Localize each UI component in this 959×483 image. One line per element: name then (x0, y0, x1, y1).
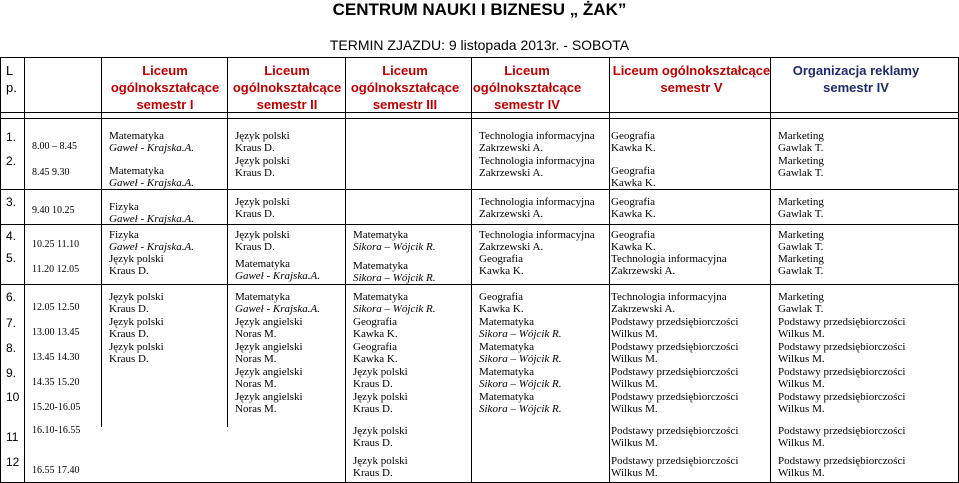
slot-time: 12.05 12.50 (32, 302, 80, 313)
lesson-teacher: Kraus D. (353, 437, 393, 449)
lesson-subject: Matematyka (479, 341, 534, 353)
rule (609, 57, 610, 483)
lesson-teacher: Kraus D. (235, 142, 275, 154)
lesson-cell (479, 316, 561, 340)
lesson-teacher: Sikora – Wójcik R. (479, 403, 562, 415)
lesson-cell (109, 316, 164, 340)
header-line: Liceum (142, 63, 188, 78)
slot-number: 10 (6, 390, 20, 404)
lesson-teacher: Kraus D. (109, 303, 149, 315)
header-line: semestr IV (494, 97, 560, 112)
lesson-cell (479, 130, 595, 154)
header-line: semestr II (256, 97, 318, 112)
lesson-cell (235, 341, 303, 365)
lesson-cell (109, 130, 194, 154)
lesson-teacher: Noras M. (235, 378, 277, 390)
lesson-teacher: Sikora – Wójcik R. (353, 303, 436, 315)
lesson-cell (611, 391, 738, 415)
lesson-teacher: Zakrzewski A. (479, 142, 544, 154)
lesson-cell (479, 229, 595, 253)
lesson-subject: Matematyka (109, 130, 164, 142)
lesson-subject: Geografia (479, 253, 523, 265)
lesson-teacher: Wilkus M. (778, 437, 825, 449)
lesson-subject: Język polski (235, 130, 290, 142)
lesson-subject: Język polski (109, 341, 164, 353)
slot-number: 11 (6, 430, 19, 444)
lesson-teacher: Sikora – Wójcik R. (479, 378, 562, 390)
lesson-teacher: Zakrzewski A. (479, 167, 544, 179)
lesson-cell (778, 341, 905, 365)
lesson-teacher: Gaweł - Krajska.A. (109, 241, 194, 253)
lesson-subject: Podstawy przedsiębiorczości (778, 366, 906, 378)
page-subtitle: TERMIN ZJAZDU: 9 listopada 2013r. - SOBOTA (329, 37, 630, 53)
lesson-cell (611, 316, 738, 340)
lesson-cell (611, 130, 656, 154)
lesson-teacher: Gaweł - Krajska.A. (235, 303, 320, 315)
lesson-teacher: Kraus D. (235, 208, 275, 220)
lesson-subject: Technologia informacyjna (479, 196, 595, 208)
lesson-cell (479, 366, 561, 390)
lesson-teacher: Kraus D. (235, 167, 275, 179)
header-line: semestr V (660, 80, 723, 95)
rule (345, 57, 346, 483)
lesson-cell (611, 455, 738, 479)
lesson-cell (778, 455, 905, 479)
rule (0, 57, 1, 483)
lesson-teacher: Kraus D. (235, 241, 275, 253)
lesson-teacher: Gawlak T. (778, 167, 824, 179)
lesson-subject: Marketing (778, 130, 824, 142)
slot-time: 16.10-16.55 (32, 425, 81, 436)
lesson-subject: Język polski (235, 229, 290, 241)
lesson-subject: Fizyka (109, 229, 139, 241)
lesson-teacher: Gawlak T. (778, 241, 824, 253)
lesson-subject: Podstawy przedsiębiorczości (611, 455, 739, 467)
slot-number: 6. (6, 290, 17, 304)
lesson-teacher: Sikora – Wójcik R. (353, 272, 436, 284)
slot-time: 8.00 – 8.45 (32, 141, 77, 152)
lesson-subject: Podstawy przedsiębiorczości (778, 455, 906, 467)
lesson-cell (235, 258, 320, 282)
lesson-subject: Marketing (778, 229, 824, 241)
header-line: ogólnokształcące (350, 80, 460, 95)
lesson-teacher: Wilkus M. (611, 437, 658, 449)
header-col5 (604, 62, 779, 96)
header-line: semestr III (372, 97, 438, 112)
header-line: Liceum (264, 63, 310, 78)
lesson-teacher: Wilkus M. (611, 378, 658, 390)
rule (0, 118, 959, 119)
slot-number: 3. (6, 195, 17, 209)
lesson-teacher: Gawlak T. (778, 265, 824, 277)
lesson-teacher: Kraus D. (109, 328, 149, 340)
slot-number: 1. (6, 130, 17, 144)
lesson-subject: Matematyka (353, 291, 408, 303)
lesson-subject: Podstawy przedsiębiorczości (611, 316, 739, 328)
slot-number: 7. (6, 316, 17, 330)
header-col2 (222, 62, 352, 113)
lesson-subject: Technologia informacyjna (611, 291, 727, 303)
lesson-subject: Podstawy przedsiębiorczości (778, 425, 906, 437)
lesson-teacher: Zakrzewski A. (479, 208, 544, 220)
lesson-subject: Język angielski (235, 366, 303, 378)
lesson-teacher: Zakrzewski A. (611, 265, 676, 277)
lesson-teacher: Sikora – Wójcik R. (479, 328, 562, 340)
lesson-cell (235, 155, 290, 179)
lesson-subject: Geografia (611, 229, 655, 241)
slot-time: 8.45 9.30 (32, 167, 70, 178)
lesson-subject: Matematyka (235, 258, 290, 270)
lesson-teacher: Kawka K. (353, 328, 398, 340)
slot-number: 12 (6, 455, 20, 469)
lesson-subject: Geografia (353, 316, 397, 328)
lesson-cell (611, 425, 738, 449)
lesson-subject: Technologia informacyjna (479, 130, 595, 142)
lesson-cell (353, 455, 408, 479)
lesson-teacher: Wilkus M. (778, 467, 825, 479)
lesson-subject: Marketing (778, 155, 824, 167)
slot-time: 16.55 17.40 (32, 465, 80, 476)
lesson-teacher: Kraus D. (353, 378, 393, 390)
header-lp-line: L (6, 63, 14, 78)
lesson-subject: Marketing (778, 291, 824, 303)
rule (227, 57, 228, 427)
lesson-subject: Marketing (778, 253, 824, 265)
page-title: CENTRUM NAUKI I BIZNESU „ ŻAK” (332, 0, 627, 19)
lesson-teacher: Kawka K. (611, 241, 656, 253)
lesson-cell (235, 130, 290, 154)
lesson-subject: Podstawy przedsiębiorczości (611, 391, 739, 403)
lesson-subject: Podstawy przedsiębiorczości (611, 425, 739, 437)
lesson-cell (353, 291, 435, 315)
lesson-teacher: Kraus D. (109, 353, 149, 365)
header-line: Liceum (382, 63, 428, 78)
lesson-cell (235, 196, 290, 220)
lesson-cell (778, 316, 905, 340)
lesson-cell (778, 229, 824, 253)
lesson-cell (353, 341, 398, 365)
lesson-teacher: Wilkus M. (611, 467, 658, 479)
lesson-teacher: Kawka K. (479, 303, 524, 315)
lesson-teacher: Zakrzewski A. (479, 241, 544, 253)
lesson-subject: Język angielski (235, 341, 303, 353)
lesson-cell (109, 253, 164, 277)
header-col1 (100, 62, 230, 113)
header-lp (6, 62, 26, 96)
header-col4 (462, 62, 592, 113)
header-lp-line: p. (6, 80, 17, 95)
lesson-teacher: Wilkus M. (611, 403, 658, 415)
lesson-subject: Matematyka (109, 165, 164, 177)
lesson-cell (109, 291, 164, 315)
lesson-teacher: Noras M. (235, 328, 277, 340)
lesson-teacher: Kawka K. (479, 265, 524, 277)
lesson-cell (778, 155, 824, 179)
lesson-subject: Marketing (778, 196, 824, 208)
lesson-cell (611, 253, 727, 277)
lesson-teacher: Wilkus M. (778, 328, 825, 340)
header-line: Organizacja reklamy (792, 63, 920, 78)
rule (0, 57, 959, 58)
slot-time: 13.00 13.45 (32, 327, 80, 338)
lesson-cell (235, 229, 290, 253)
lesson-subject: Geografia (611, 196, 655, 208)
lesson-subject: Język polski (235, 155, 290, 167)
header-line: ogólnokształcące (232, 80, 342, 95)
lesson-teacher: Kraus D. (353, 403, 393, 415)
slot-time: 15.20-16.05 (32, 402, 81, 413)
rule (471, 57, 472, 483)
lesson-teacher: Kawka K. (611, 177, 656, 189)
header-line: ogólnokształcące (472, 80, 582, 95)
lesson-cell (353, 260, 435, 284)
lesson-cell (109, 341, 164, 365)
lesson-cell (778, 253, 824, 277)
slot-time: 13.45 14.30 (32, 352, 80, 363)
lesson-subject: Fizyka (109, 201, 139, 213)
lesson-teacher: Kawka K. (611, 142, 656, 154)
lesson-cell (353, 229, 435, 253)
lesson-cell (479, 253, 524, 277)
lesson-cell (235, 316, 303, 340)
lesson-cell (778, 130, 824, 154)
header-line: ogólnokształcące (110, 80, 220, 95)
lesson-cell (778, 391, 905, 415)
lesson-subject: Język polski (353, 366, 408, 378)
lesson-subject: Matematyka (353, 229, 408, 241)
lesson-teacher: Gaweł - Krajska.A. (235, 270, 320, 282)
lesson-cell (778, 291, 824, 315)
rule (24, 57, 25, 483)
lesson-cell (611, 196, 656, 220)
lesson-subject: Technologia informacyjna (611, 253, 727, 265)
header-line: Liceum (504, 63, 550, 78)
lesson-teacher: Gawlak T. (778, 208, 824, 220)
rule (770, 57, 771, 483)
lesson-cell (479, 291, 524, 315)
lesson-cell (235, 291, 320, 315)
header-line: semestr IV (823, 80, 889, 95)
header-col6 (776, 62, 936, 96)
rule (0, 189, 959, 190)
lesson-teacher: Gaweł - Krajska.A. (109, 177, 194, 189)
lesson-cell (235, 366, 303, 390)
rule (0, 284, 959, 285)
lesson-subject: Język polski (353, 425, 408, 437)
lesson-subject: Geografia (353, 341, 397, 353)
slot-time: 14.35 15.20 (32, 377, 80, 388)
lesson-subject: Geografia (479, 291, 523, 303)
lesson-teacher: Zakrzewski A. (611, 303, 676, 315)
lesson-teacher: Kraus D. (109, 265, 149, 277)
slot-number: 8. (6, 341, 17, 355)
lesson-cell (611, 229, 656, 253)
lesson-teacher: Gaweł - Krajska.A. (109, 142, 194, 154)
lesson-subject: Technologia informacyjna (479, 229, 595, 241)
lesson-teacher: Sikora – Wójcik R. (353, 241, 436, 253)
lesson-teacher: Wilkus M. (778, 353, 825, 365)
lesson-cell (353, 391, 408, 415)
lesson-subject: Geografia (611, 130, 655, 142)
lesson-teacher: Kawka K. (353, 353, 398, 365)
slot-time: 11.20 12.05 (32, 264, 80, 275)
lesson-cell (611, 165, 656, 189)
lesson-subject: Podstawy przedsiębiorczości (778, 316, 906, 328)
lesson-subject: Matematyka (479, 316, 534, 328)
lesson-subject: Język polski (109, 253, 164, 265)
lesson-cell (353, 366, 408, 390)
lesson-subject: Język polski (353, 455, 408, 467)
lesson-subject: Język polski (353, 391, 408, 403)
lesson-teacher: Kraus D. (353, 467, 393, 479)
lesson-cell (778, 425, 905, 449)
lesson-subject: Język angielski (235, 316, 303, 328)
lesson-subject: Język polski (109, 291, 164, 303)
rule (0, 112, 959, 113)
lesson-subject: Podstawy przedsiębiorczości (778, 391, 906, 403)
lesson-cell (479, 341, 561, 365)
slot-number: 5. (6, 251, 17, 265)
lesson-teacher: Wilkus M. (778, 378, 825, 390)
lesson-subject: Język polski (235, 196, 290, 208)
lesson-cell (479, 155, 595, 179)
lesson-subject: Geografia (611, 165, 655, 177)
lesson-cell (611, 366, 738, 390)
lesson-subject: Matematyka (479, 366, 534, 378)
rule (101, 57, 102, 427)
lesson-cell (778, 196, 824, 220)
lesson-cell (109, 201, 194, 225)
lesson-teacher: Gaweł - Krajska.A. (109, 213, 194, 225)
lesson-teacher: Wilkus M. (611, 353, 658, 365)
lesson-cell (109, 229, 194, 253)
lesson-cell (611, 291, 727, 315)
lesson-cell (479, 196, 595, 220)
slot-time: 10.25 11.10 (32, 239, 80, 250)
header-col3 (340, 62, 470, 113)
slot-time: 9.40 10.25 (32, 205, 75, 216)
lesson-subject: Podstawy przedsiębiorczości (611, 341, 739, 353)
lesson-subject: Matematyka (353, 260, 408, 272)
lesson-cell (479, 391, 561, 415)
header-line: semestr I (136, 97, 194, 112)
lesson-cell (353, 425, 408, 449)
slot-number: 9. (6, 366, 17, 380)
header-line: Liceum ogólnokształcące (612, 63, 771, 78)
lesson-subject: Język angielski (235, 391, 303, 403)
lesson-subject: Podstawy przedsiębiorczości (778, 341, 906, 353)
lesson-teacher: Noras M. (235, 403, 277, 415)
lesson-teacher: Sikora – Wójcik R. (479, 353, 562, 365)
lesson-teacher: Gawlak T. (778, 142, 824, 154)
lesson-cell (611, 341, 738, 365)
lesson-subject: Język polski (109, 316, 164, 328)
slot-number: 2. (6, 154, 17, 168)
lesson-cell (353, 316, 398, 340)
lesson-cell (778, 366, 905, 390)
lesson-teacher: Wilkus M. (778, 403, 825, 415)
lesson-cell (109, 165, 194, 189)
lesson-subject: Technologia informacyjna (479, 155, 595, 167)
lesson-teacher: Wilkus M. (611, 328, 658, 340)
lesson-cell (235, 391, 303, 415)
lesson-subject: Matematyka (479, 391, 534, 403)
lesson-teacher: Gawlak T. (778, 303, 824, 315)
lesson-teacher: Kawka K. (611, 208, 656, 220)
slot-number: 4. (6, 229, 17, 243)
lesson-subject: Matematyka (235, 291, 290, 303)
lesson-teacher: Noras M. (235, 353, 277, 365)
lesson-subject: Podstawy przedsiębiorczości (611, 366, 739, 378)
